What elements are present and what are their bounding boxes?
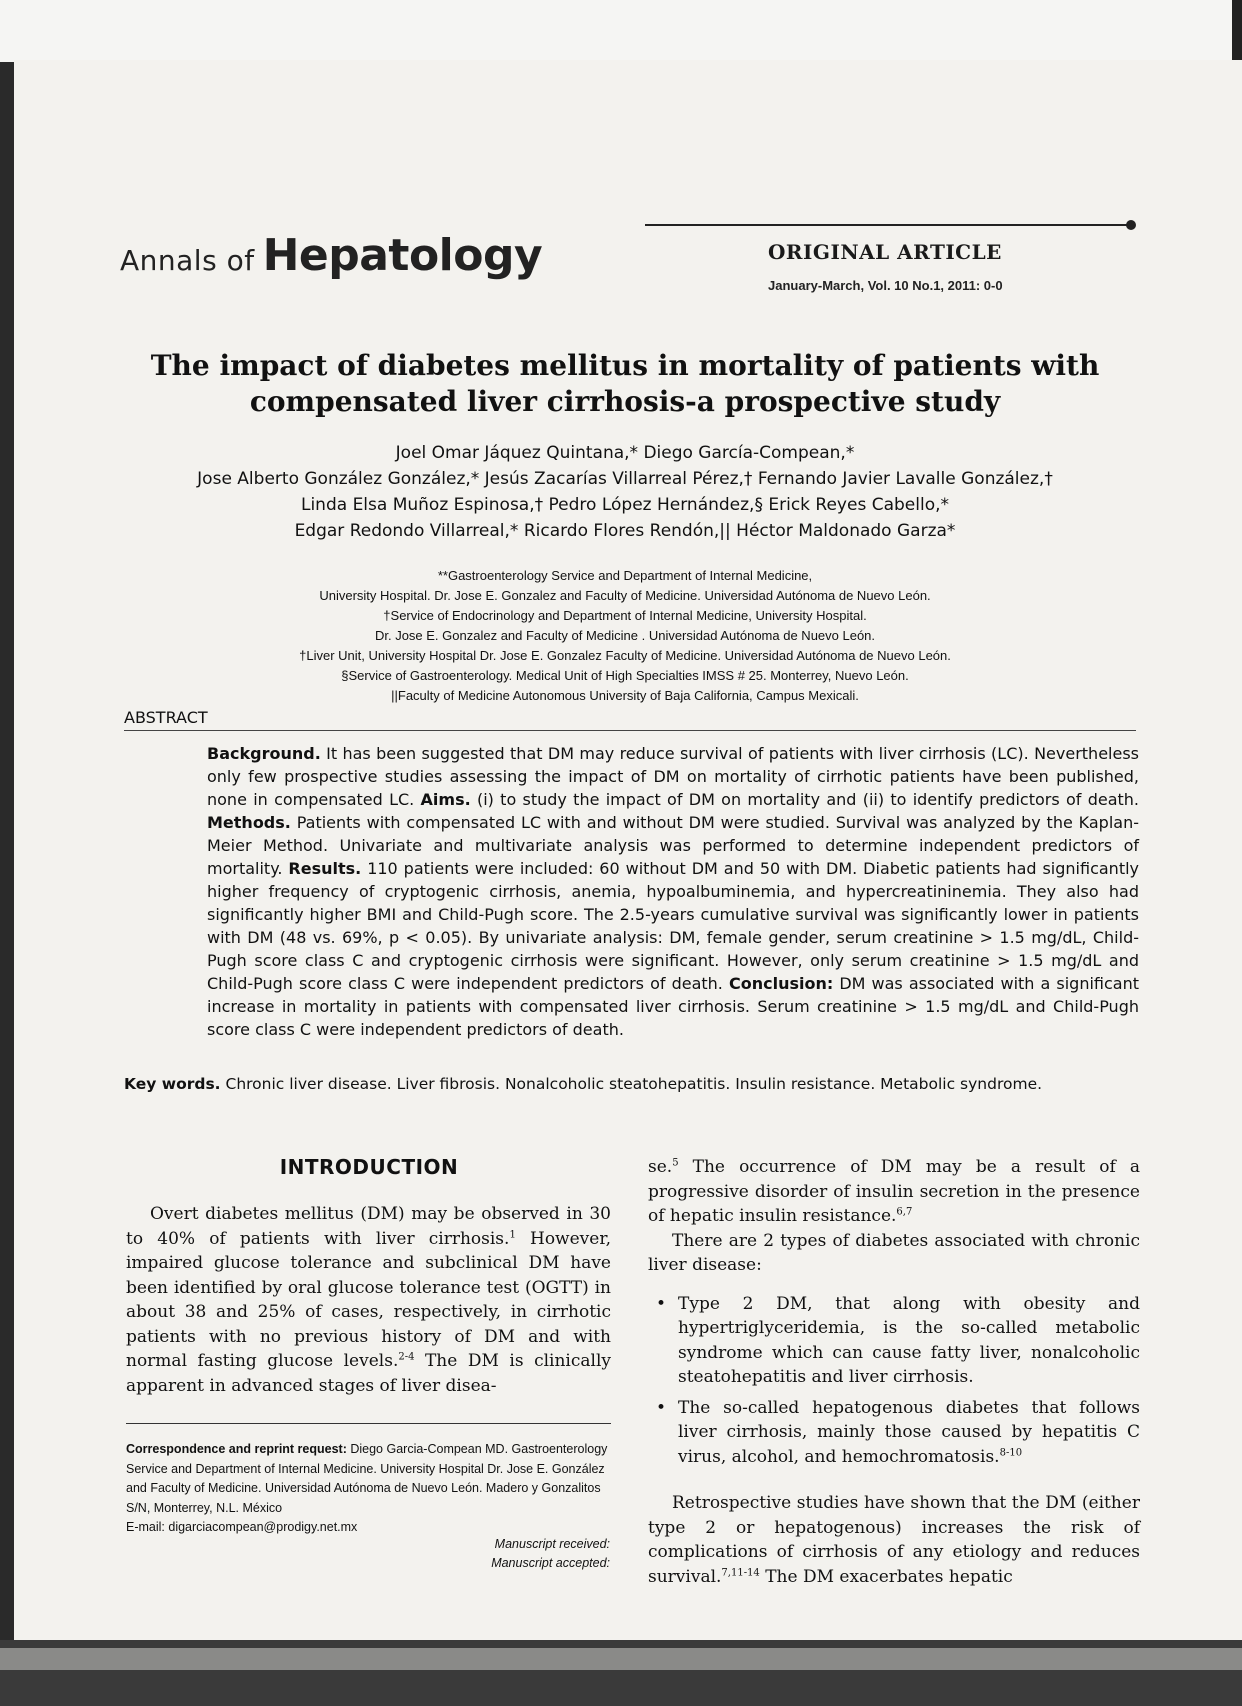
right-column bbox=[648, 1155, 1140, 1589]
author-list bbox=[120, 440, 1130, 544]
abstract-methods: Patients with compensated LC with and without DM were studied. Survival was analyzed by the Kaplan-Meier Method. Univariate and multivariate analysis was performed to determine independent predictors of mortality. bbox=[207, 813, 1139, 878]
abstract-conclusion-label: Conclusion: bbox=[728, 974, 834, 993]
journal-logo bbox=[120, 230, 542, 281]
author-line: Joel Omar Jáquez Quintana,* Diego García-Compean,* bbox=[395, 443, 855, 463]
intro-text: se. bbox=[648, 1157, 673, 1177]
author-line: Linda Elsa Muñoz Espinosa,† Pedro López Hernández,§ Erick Reyes Cabello,* bbox=[300, 495, 949, 515]
abstract-heading: ABSTRACT bbox=[124, 708, 208, 727]
intro-paragraph: There are 2 types of diabetes associated with chronic liver disease: bbox=[648, 1230, 1140, 1275]
intro-paragraph bbox=[648, 1491, 1140, 1589]
intro-text: Overt diabetes mellitus (DM) may be observed in 30 to 40% of patients with liver cirrhosis. bbox=[126, 1204, 611, 1249]
affiliation-line: University Hospital. Dr. Jose E. Gonzalez and Faculty of Medicine. Universidad Autónoma de Nuevo León. bbox=[319, 588, 931, 603]
paper-title: The impact of diabetes mellitus in mortality of patients with compensated liver cirrhosis-a prospective study bbox=[150, 349, 1100, 418]
journal-logo-big: Hepatology bbox=[262, 230, 543, 281]
affiliation-line: Dr. Jose E. Gonzalez and Faculty of Medicine . Universidad Autónoma de Nuevo León. bbox=[374, 628, 876, 643]
manuscript-received: Manuscript received: bbox=[494, 1537, 610, 1551]
intro-text: The occurrence of DM may be a result of a progressive disorder of insulin secretion in the presence of hepatic insulin resistance. bbox=[648, 1157, 1140, 1226]
keywords-label: Key words. bbox=[124, 1075, 221, 1093]
article-type: ORIGINAL ARTICLE bbox=[768, 240, 1002, 264]
affiliation-line: †Service of Endocrinology and Department of Internal Medicine, University Hospital. bbox=[383, 608, 867, 623]
left-column bbox=[126, 1202, 611, 1398]
keywords bbox=[124, 1075, 1139, 1093]
list-item-text: Type 2 DM, that along with obesity and hypertriglyceridemia, is the so-called metabolic syndrome which can cause fatty liver, nonalcoholic steatohepatitis and liver cirrhosis. bbox=[678, 1293, 1140, 1387]
author-line: Edgar Redondo Villarreal,* Ricardo Flores Rendón,|| Héctor Maldonado Garza* bbox=[294, 521, 956, 541]
footnote-rule bbox=[126, 1423, 611, 1424]
affiliation-line: **Gastroenterology Service and Department of Internal Medicine, bbox=[437, 568, 813, 583]
abstract-results-label: Results. bbox=[288, 859, 362, 878]
header-rule bbox=[645, 224, 1130, 226]
manuscript-accepted: Manuscript accepted: bbox=[491, 1556, 610, 1570]
intro-paragraph bbox=[648, 1155, 1140, 1229]
intro-paragraph bbox=[126, 1202, 611, 1398]
introduction-heading: INTRODUCTION bbox=[279, 1155, 459, 1179]
diabetes-types-list bbox=[648, 1292, 1140, 1470]
abstract-body bbox=[207, 742, 1139, 1041]
citation: 1 bbox=[509, 1228, 516, 1240]
abstract-conclusion: DM was associated with a significant increase in mortality in patients with compensated liver cirrhosis. Serum creatinine > 1.5 mg/dL and Child-Pugh score class C were independent predictors of death. bbox=[207, 974, 1140, 1039]
intro-text: Retrospective studies have shown that the DM (either type 2 or hepatogenous) increases the risk of complications of cirrhosis of any etiology and reduces survival. bbox=[648, 1493, 1140, 1587]
citation: 6,7 bbox=[896, 1206, 913, 1218]
citation: 5 bbox=[672, 1157, 679, 1169]
citation: 8-10 bbox=[999, 1446, 1023, 1458]
correspondence-footnote bbox=[126, 1440, 611, 1538]
journal-logo-small: Annals of bbox=[120, 244, 255, 277]
affiliation-line: ||Faculty of Medicine Autonomous University of Baja California, Campus Mexicali. bbox=[391, 688, 859, 703]
affiliation-list bbox=[120, 566, 1130, 706]
issue-info: January-March, Vol. 10 No.1, 2011: 0-0 bbox=[768, 278, 1003, 293]
correspondence-text: Diego Garcia-Compean MD. Gastroenterology Service and Department of Internal Medicine. University Hospital Dr. Jose E. González and Faculty of Medicine. Universidad Autónoma de Nuevo León. Madero y Gonzalitos S/N, Monterrey, N.L. México bbox=[126, 1442, 608, 1515]
list-item bbox=[648, 1292, 1140, 1390]
list-item bbox=[648, 1396, 1140, 1470]
list-item-text: The so-called hepatogenous diabetes that follows liver cirrhosis, mainly those caused by hepatitis C virus, alcohol, and hemochromatosis. bbox=[678, 1397, 1140, 1467]
citation: 7,11-14 bbox=[721, 1566, 760, 1578]
abstract-aims-label: Aims. bbox=[420, 790, 471, 809]
affiliation-line: †Liver Unit, University Hospital Dr. Jose E. Gonzalez Faculty of Medicine. Universidad Autónoma de Nuevo León. bbox=[299, 648, 951, 663]
abstract-aims: (i) to study the impact of DM on mortality and (ii) to identify predictors of death. bbox=[470, 790, 1139, 809]
header-dot bbox=[1126, 220, 1136, 230]
correspondence-email: E-mail: digarciacompean@prodigy.net.mx bbox=[126, 1520, 358, 1534]
correspondence-label: Correspondence and reprint request: bbox=[126, 1442, 347, 1456]
intro-text: The DM is clinically apparent in advanced stages of liver disea- bbox=[126, 1351, 611, 1396]
abstract-methods-label: Methods. bbox=[207, 813, 291, 832]
citation: 2-4 bbox=[398, 1351, 415, 1363]
keywords-text: Chronic liver disease. Liver fibrosis. Nonalcoholic steatohepatitis. Insulin resistance. Metabolic syndrome. bbox=[220, 1075, 1043, 1093]
intro-text: The DM exacerbates hepatic bbox=[759, 1566, 1013, 1587]
manuscript-dates bbox=[420, 1535, 610, 1573]
affiliation-line: §Service of Gastroenterology. Medical Unit of High Specialties IMSS # 25. Monterrey, Nuevo León. bbox=[341, 668, 909, 683]
abstract-rule bbox=[124, 730, 1136, 731]
scan-top-strip bbox=[0, 0, 1242, 62]
scan-bottom-band bbox=[0, 1640, 1242, 1706]
abstract-results: 110 patients were included: 60 without DM and 50 with DM. Diabetic patients had significantly higher frequency of cryptogenic cirrhosis, anemia, hypoalbuminemia, and hypercreatininemia. They also had significantly higher BMI and Child-Pugh score. The 2.5-years cumulative survival was significantly lower in patients with DM (48 vs. 69%, p < 0.05). By univariate analysis: DM, female gender, serum creatinine > 1.5 mg/dL, Child-Pugh score class C and cryptogenic cirrhosis were significant. However, only serum creatinine > 1.5 mg/dL and Child-Pugh score class C were independent predictors of death. bbox=[207, 859, 1139, 993]
abstract-background: It has been suggested that DM may reduce survival of patients with liver cirrhosis (LC). Nevertheless only few prospective studies assessing the impact of DM on mortality of cirrhotic patients have been published, none in compensated LC. bbox=[207, 744, 1139, 809]
author-line: Jose Alberto González González,* Jesús Zacarías Villarreal Pérez,† Fernando Javier Lavalle González,† bbox=[197, 469, 1053, 489]
abstract-background-label: Background. bbox=[207, 744, 321, 763]
intro-text: However, impaired glucose tolerance and subclinical DM have been identified by oral glucose tolerance test (OGTT) in about 38 and 25% of cases, respectively, in cirrhotic patients with no previous history of DM and with normal fasting glucose levels. bbox=[126, 1228, 611, 1371]
